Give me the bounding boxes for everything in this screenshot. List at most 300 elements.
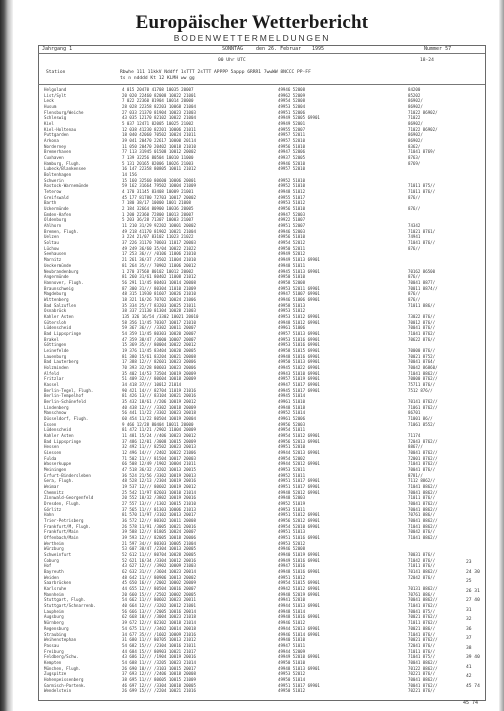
obs-group-1: 45 177 81780 72703 10017 20002 (122, 194, 196, 200)
obs-group-2: 49961 51010 (278, 398, 306, 404)
obs-group-3: 70041 8762// (408, 501, 438, 507)
obs-group-2: 49949 52005 69901 (278, 115, 320, 121)
obs-group-3: 70041 8764/ (408, 359, 436, 365)
obs-group-3: 75711 876// (408, 381, 436, 387)
station-name: Manschnow (44, 410, 67, 416)
obs-group-3: 71174 (408, 432, 421, 438)
obs-group-2: 49956 51010 (278, 143, 306, 149)
obs-group-2: 49946 51006 69901 (278, 296, 320, 302)
station-name: Chemnitz (44, 489, 64, 495)
obs-group-3: 70041 8877/ (408, 279, 436, 285)
obs-group-1: 62 668 18/// /3004 10023 21018 (122, 614, 196, 620)
obs-group-1: 15 160 32560 80600 10006 20001 (122, 177, 196, 183)
station-name: Schweinfurt (44, 552, 72, 558)
obs-group-3: 71041 8862// (408, 535, 438, 541)
obs-group-1: 37 486 12/01 /3008 10015 20009 (122, 438, 196, 444)
obs-group-2: 49947 52003 (278, 211, 306, 217)
obs-group-2: 49949 51013 69901 (278, 257, 320, 263)
obs-group-2: 49958 51015 69901 (278, 347, 320, 353)
obs-group-1: 90 421 14/// 82704 11019 21016 (122, 387, 196, 393)
station-name: Nürnberg (44, 620, 64, 626)
obs-group-2: 49951 51012 (278, 574, 306, 580)
obs-group-1: 20 660 15/// /2502 10002 20005 (122, 591, 196, 597)
obs-group-3: 70041 8762// (408, 682, 438, 688)
obs-group-1: 81 260 31/61 80402 11008 21012 (122, 274, 196, 280)
obs-group-2: 49940 51019 69901 (278, 552, 320, 558)
station-name: Bad Lippspringe (44, 330, 81, 336)
station-name: Saarbrücken (44, 580, 72, 586)
obs-group-2: 49953 51012 (278, 308, 306, 314)
obs-group-2: 49957 52010 (278, 138, 306, 144)
obs-group-1: 135 326 16/54 /3302 10021 20010 (122, 313, 199, 319)
station-name: Osnabrück (44, 308, 67, 314)
obs-group-3: 70041 876// (408, 467, 436, 473)
station-name: Uckermünde (44, 206, 69, 212)
station-name: Leinefelde (44, 347, 69, 353)
obs-group-3: 8763/ (408, 155, 421, 161)
obs-group-2: 49948 51013 69901 (278, 665, 320, 671)
obs-group-1: 54 688 11/// /3205 10023 21014 (122, 659, 196, 665)
station-name: Hannover, Flugh. (44, 279, 84, 285)
obs-group-1: 54 359 11/45 80303 10020 20007 (122, 330, 196, 336)
obs-group-3: 70122 8862// (408, 665, 438, 671)
obs-group-1: 70 393 32/28 80603 10023 20006 (122, 364, 196, 370)
obs-group-3: 70041 8862// (408, 506, 438, 512)
obs-group-3: 70021 8762// (408, 637, 438, 643)
obs-group-2: 49953 52012 (278, 540, 306, 546)
obs-group-3: 70041 8862// (408, 676, 438, 682)
obs-group-3: 70761 886// (408, 512, 436, 518)
obs-group-2: 49948 51016 69901 (278, 569, 320, 575)
obs-group-3: 70021 8762// (408, 614, 438, 620)
obs-group-3: 876// (408, 296, 421, 302)
station-name: Lubeck/Blankensee (44, 166, 86, 172)
obs-group-2: 49948 52012 69901 (278, 489, 320, 495)
obs-group-2: 49955 51017 (278, 194, 306, 200)
obs-group-1: 54 662 11/// 80602 10023 20011 (122, 597, 196, 603)
station-name: Teterow (44, 189, 62, 195)
station-name: Weihenstephan (44, 637, 77, 643)
obs-group-3: 72001 8762// (408, 455, 438, 461)
obs-group-2: 49947 52006 (278, 149, 306, 155)
column-header-1: Rbwhe 111 11kkV Nddff 1sTTT 2sTTT APPPP 5appp 6RRR1 7wwWW 8NCCC PP-FF (120, 70, 311, 75)
station-name: Helgoland (44, 87, 67, 92)
station-name: Laupheim (44, 608, 64, 614)
station-name: Marnitz (44, 257, 62, 263)
station-name: Ahlhorn (44, 223, 62, 229)
station-name: Hohenpeissenberg (44, 676, 84, 682)
obs-group-2: 49958 52008 (278, 279, 306, 285)
obs-group-1: 58 356 11/45 70307 10017 21010 (122, 319, 196, 325)
obs-group-2: 49944 52012 69901 (278, 461, 320, 467)
station-name: Berlin-Tempelhof (44, 393, 84, 399)
obs-group-2: 49954 52010 69901 (278, 523, 320, 529)
obs-group-3: 86902/ (408, 104, 423, 110)
obs-group-2: 49950 51010 (278, 659, 306, 665)
station-name: Göttingen (44, 342, 67, 348)
obs-group-2: 49956 51010 (278, 234, 306, 240)
station-name: Passau (44, 642, 59, 648)
page-number: 45 74 (462, 700, 478, 706)
obs-group-1: 39 672 12/// 82302 10018 21014 (122, 620, 196, 626)
station-name: München, Flugh. (44, 665, 81, 671)
station-name: Bayreuth (44, 569, 64, 575)
obs-group-1: 21 261 36/37 /3502 11004 21010 (122, 257, 196, 263)
obs-group-1: 17 388 12/// 82601 10023 20006 (122, 359, 196, 365)
obs-group-1: 40 664 12/// /3202 10012 21001 (122, 603, 196, 609)
station-name: Straubing (44, 631, 67, 637)
obs-group-1: 49 218 41170 81902 10021 21004 (122, 228, 196, 234)
obs-group-1: 35 402 14/53 73504 10019 20009 (122, 370, 196, 376)
obs-group-1: 11 210 31/29 92202 10001 20002 (122, 223, 196, 229)
station-name: Bad Salzuflen (44, 302, 77, 308)
obs-group-3: 71021 8761/ (408, 228, 436, 234)
obs-group-2: 49946 51012 (278, 620, 306, 626)
obs-group-3: 73022 876// (408, 313, 436, 319)
obs-group-1: 81 264 35/// 70902 11006 20012 (122, 262, 196, 268)
station-name: Fulda (44, 455, 57, 461)
obs-group-2: 49952 51014 (278, 410, 306, 416)
obs-group-3: 70021 886// (408, 625, 436, 631)
station-name: Hof (44, 563, 52, 569)
obs-group-2: 49952 51010 (278, 177, 306, 183)
obs-group-1: 51 409 32/// 80604 10018 20009 (122, 376, 196, 382)
obs-group-2: 49953 52004 (278, 104, 306, 110)
station-name: Zinnwald-Georgenfeld (44, 495, 94, 501)
obs-group-3: 71041 875// (408, 654, 436, 660)
margin-number: 24 30 (466, 569, 480, 575)
obs-group-3: 876// (408, 245, 421, 251)
obs-group-2: 49947 51016 (278, 563, 306, 569)
station-name: Alfeld (44, 370, 59, 376)
obs-group-1: 18 040 42060 70502 10024 21011 (122, 132, 196, 138)
obs-group-2: 49943 51010 69901 (278, 370, 320, 376)
obs-group-1: 28 028 22358 82203 10068 21004 (122, 104, 196, 110)
jahrgang: Jahrgang 1 (42, 46, 73, 52)
obs-group-1: 49 249 36/60 35/04 10022 21022 (122, 245, 196, 251)
obs-group-2: 49951 52006 (278, 109, 306, 115)
station-name: Wittenberg (44, 296, 69, 302)
station-name: Wertheim (44, 540, 64, 546)
obs-group-3: 74342 (408, 223, 421, 229)
station-name: Giessen (44, 450, 62, 455)
obs-group-3: 84200 (408, 87, 421, 92)
obs-group-1: 3 224 21/07 83102 11023 21022 (122, 234, 194, 240)
station-name: Ueckermünde (44, 262, 72, 268)
obs-group-1: 48 528 12/13 /2304 10019 20016 (122, 478, 196, 484)
obs-group-2: 49951 51017 69901 (278, 484, 320, 490)
station-name: Erfurt-Bindersleben (44, 472, 91, 478)
obs-group-1: 52 612 11/// 80704 10028 20005 (122, 552, 196, 558)
obs-group-2: 49951 51013 (278, 529, 306, 535)
page-title: Europäischer Wetterbericht (135, 12, 369, 33)
obs-group-1: 27 033 21370 81904 10023 21003 (122, 109, 196, 115)
obs-group-1: 81 380 15/61 83204 10021 20008 (122, 353, 196, 359)
obs-group-3: 71001 86// (408, 415, 433, 421)
obs-group-2: 49937 52005 (278, 155, 306, 161)
obs-group-1: 26 578 11/91 /3005 10021 20016 (122, 523, 196, 529)
obs-group-2: 49953 51012 (278, 200, 306, 206)
station-name: Freiburg (44, 648, 64, 654)
obs-group-3: 71041 876// (408, 240, 436, 246)
obs-group-2: 49947 51017 69901 (278, 381, 320, 387)
obs-group-3: 70141 8862// (408, 569, 438, 575)
obs-group-3: 71041 8862// (408, 370, 438, 376)
obs-group-3: 71061 8552/ (408, 421, 436, 427)
obs-group-2: 49948 51018 (278, 404, 306, 410)
station-name: Angermünde (44, 274, 69, 280)
obs-group-2: 49953 52011 69901 (278, 285, 320, 291)
obs-group-2: 49953 51012 69901 (278, 313, 320, 319)
obs-group-1: 54 675 11/// /3402 10014 20018 (122, 625, 196, 631)
station-name: Feldberg/Schw. (44, 654, 79, 660)
scan-edge-left (0, 0, 13, 711)
station-name: Hahn (44, 512, 54, 518)
obs-group-3: 70031 876// (408, 552, 436, 558)
station-name: Berlin-Schönefeld (44, 398, 86, 404)
obs-group-1: 48 315 11930 81607 10026 21010 (122, 291, 196, 297)
station-name: Flensburg/Weiche (44, 109, 84, 115)
obs-group-1: 17 253 36/// /0106 11006 21010 (122, 251, 196, 257)
station-name: Kassel (44, 381, 59, 387)
time-line: 00 Uhr UTC (218, 58, 246, 63)
station-name: Düsseldorf, Flugh. (44, 415, 89, 421)
station-name: Neubrandenburg (44, 268, 79, 274)
obs-group-1: 37 226 31170 70603 11017 20003 (122, 240, 196, 246)
margin-number: 25 (466, 579, 472, 584)
issue-number: Nummer 57 (424, 46, 452, 52)
station-name: Weiden (44, 574, 59, 580)
station-name: Uelzen (44, 234, 59, 240)
obs-group-1: 19 537 12/// 80602 10019 20012 (122, 484, 196, 490)
observation-table (44, 87, 480, 694)
obs-group-2: 49957 51019 69901 (278, 376, 320, 382)
station-name: Lüdenscheid (44, 325, 72, 331)
obs-group-2: 49951 51017 69901 (278, 478, 320, 484)
obs-group-2: 49940 51010 (278, 637, 306, 643)
obs-group-3: 86902/ (408, 138, 423, 144)
obs-group-3: 8781// (408, 472, 423, 478)
station-name: Kempten (44, 659, 62, 665)
obs-group-3: 876// (408, 291, 421, 297)
station-name: Fritzlar (44, 376, 64, 382)
station-name: Kiel (44, 121, 54, 127)
obs-group-2: 49948 52019 69901 (278, 591, 320, 597)
station-name: Brakel (44, 336, 59, 342)
station-name: Lüdenscheid (44, 427, 72, 433)
obs-group-1: 35 334 25//7 83203 10025 21011 (122, 302, 196, 308)
obs-group-3: 70622 876// (408, 336, 436, 342)
obs-group-2: 49946 52008 (278, 87, 306, 92)
station-name: Seehausen (44, 251, 67, 257)
station-column-label: Station (46, 70, 66, 75)
station-name: Dresden, Flugh. (44, 501, 81, 507)
obs-group-3: 70041 8762// (408, 450, 438, 455)
obs-group-3: 71011 8762// (408, 620, 438, 626)
obs-group-1: 52 621 16/34 /3304 10012 20016 (122, 557, 196, 563)
obs-group-3: 70131 8862// (408, 586, 438, 592)
station-name: Gütersloh (44, 319, 67, 325)
obs-group-2: 49953 51016 69901 (278, 336, 320, 342)
obs-group-3: 86701 (408, 410, 421, 416)
obs-group-2: 49950 52011 (278, 245, 306, 251)
obs-group-1: 66 508 12/49 /1902 10004 21011 (122, 461, 196, 467)
obs-group-1: 26 690 18/// /3103 10015 20017 (122, 665, 196, 671)
obs-group-2: 49954 52008 (278, 98, 306, 104)
obs-group-1: 32 492 11/// 82502 10023 20013 (122, 444, 196, 450)
station-name: Mannheim (44, 591, 64, 597)
page-subtitle: BODENWETTERMELDUNGEN (173, 33, 331, 43)
obs-group-3: 71011 875// (408, 183, 436, 189)
margin-number: 31 (466, 607, 472, 613)
obs-group-1: 87 300 31/// 80304 11010 21009 (122, 285, 196, 291)
report-year: 1995 (312, 46, 325, 52)
obs-group-3: 70041 876// (408, 325, 436, 331)
station-name: Magdeburg (44, 291, 67, 297)
obs-group-2: 49961 51006 (278, 325, 306, 331)
station-name: Schwerin (44, 177, 64, 183)
obs-group-2: 49951 52007 (278, 223, 306, 229)
obs-group-1: 14 156 (122, 172, 137, 178)
obs-group-1: 47 518 36/32 /3202 10013 20015 (122, 467, 196, 473)
obs-group-3: 71061 8762// (408, 404, 438, 410)
obs-group-1: 77 113 31945 01508 10012 20002 (122, 149, 196, 155)
obs-group-1: 39 588 12/// 81805 10024 20007 (122, 529, 196, 535)
obs-group-1: 56 441 11/22 /3302 10023 20018 (122, 410, 196, 416)
obs-group-3: 70221 876// (408, 688, 436, 694)
station-name: Trier-Petrisberg (44, 518, 84, 524)
obs-group-2: 49954 51012 69901 (278, 432, 320, 438)
obs-group-3: 70041 8862// (408, 489, 438, 495)
weekday: SONNTAG (222, 46, 244, 52)
station-name: Regensburg (44, 625, 69, 631)
obs-group-2: 49954 52002 (278, 455, 306, 461)
obs-group-3: 71011 876// (408, 648, 436, 654)
obs-group-3: 70042 876// (408, 529, 436, 535)
obs-group-3: 86902/ (408, 121, 423, 127)
obs-group-3: 7112 8862// (408, 478, 436, 484)
obs-group-3: 70141 8762// (408, 398, 438, 404)
station-name: Gera, Flugh. (44, 478, 74, 484)
obs-group-1: 71 502 11/// 81504 10017 20003 (122, 455, 196, 461)
margin-number: 41 (466, 664, 472, 670)
obs-group-1: 21 597 34/// 80303 10005 21004 (122, 540, 196, 546)
column-header-2: ts n ndddd Kt 12 KLMH ww gg (120, 76, 195, 81)
obs-group-3: 85202 (408, 92, 421, 98)
obs-group-2: 49957 51013 69901 (278, 330, 320, 336)
obs-group-1: 11 050 20470 20402 10018 21010 (122, 143, 196, 149)
obs-group-2: 49955 52007 (278, 126, 306, 132)
station-name: Stuttgart, Flugh. (44, 597, 86, 603)
station-name: Bremen, Flugh. (44, 228, 79, 234)
obs-group-1: 46 697 12/// /3304 10010 20005 (122, 682, 196, 688)
obs-group-2: 49952 51010 (278, 183, 306, 189)
obs-group-1: 81 472 11/21 /2902 11004 20009 (122, 427, 196, 433)
obs-group-1: 54 682 15/// /2304 10016 21011 (122, 642, 196, 648)
header-rule-bottom (38, 84, 485, 85)
obs-group-1: 25 542 11/97 82603 10010 21014 (122, 489, 196, 495)
obs-group-3: 70162 86500 (408, 268, 436, 274)
obs-group-2: 49950 51014 (278, 676, 306, 682)
obs-group-3: 71042 876// (408, 557, 436, 563)
station-name: Oldenburg (44, 217, 67, 223)
obs-group-2: 49949 51016 69901 (278, 557, 320, 563)
obs-group-2: 49953 51011 (278, 506, 306, 512)
station-name: Emden-Hafen (44, 211, 72, 217)
obs-group-1: 7 180 38/17 10000 1001 21008 (122, 200, 192, 206)
station-name: Essen (44, 421, 57, 427)
obs-group-2: 49951 51017 69901 (278, 682, 320, 688)
obs-group-3: 70041 8862// (408, 659, 438, 665)
obs-group-3: 876// (408, 194, 421, 200)
obs-group-3: 72042 876// (408, 574, 436, 580)
obs-group-3: 70021 8752/ (408, 353, 436, 359)
obs-group-1: 45 650 16/// /2002 10002 20009 (122, 580, 196, 586)
obs-group-1: 26 699 15/// /2204 10021 21016 (122, 688, 196, 694)
obs-group-1: 43 035 12170 82102 10022 21004 (122, 115, 196, 121)
obs-group-1: 20 020 22460 82008 10022 21001 (122, 92, 196, 98)
station-name: Karlsruhe (44, 586, 67, 592)
margin-number: 27 40 (466, 598, 480, 603)
station-name: Zugspitze (44, 671, 67, 677)
obs-group-1: 40 438 12/// /3302 10018 20009 (122, 404, 196, 410)
obs-group-3: 70761 886// (408, 591, 436, 597)
margin-number: 45 74 (466, 683, 480, 689)
station-name: Würzburg (44, 546, 64, 552)
obs-group-2: 49944 52013 69901 (278, 450, 320, 455)
obs-group-1: 43 686 12/// /1904 10019 20016 (122, 654, 196, 660)
obs-group-1: 81 426 13/// 83104 10021 20016 (122, 393, 196, 399)
obs-group-3: 71041 8762/ (408, 330, 436, 336)
obs-group-1: 59 162 31664 79502 10004 21009 (122, 183, 196, 189)
obs-group-2: 49956 51010 (278, 206, 306, 212)
obs-group-1: 18 321 16/26 70702 10024 21006 (122, 296, 196, 302)
obs-group-3: 8867// (408, 444, 423, 450)
obs-group-3: 876// (408, 206, 421, 212)
station-name: Bad Lauterberg (44, 359, 79, 365)
station-name: Leck (44, 98, 54, 104)
obs-group-2: 49945 51014 (278, 393, 306, 399)
obs-group-3: 71041 8862// (408, 523, 438, 529)
obs-group-3: 8769/ (408, 160, 421, 166)
obs-group-2: 49947 51007 69901 (278, 291, 320, 297)
obs-group-2: 49948 51016 69901 (278, 614, 320, 620)
obs-group-2: 49944 51013 69901 (278, 603, 320, 609)
table-row (44, 688, 480, 694)
station-name: Kiel-Holtenau (44, 126, 77, 132)
obs-group-3: 71011 876// (408, 563, 436, 569)
obs-group-2: 49954 51015 69901 (278, 580, 320, 586)
scan-edge-right (499, 0, 504, 711)
obs-group-2: 49951 51012 69901 (278, 512, 320, 518)
obs-group-2: 49956 52013 69901 (278, 438, 320, 444)
obs-group-1: 34 418 37/// 10012 21014 (122, 381, 182, 387)
obs-group-1: 62 632 31/// /3604 10023 20014 (122, 569, 196, 575)
obs-group-1: 53 607 38/47 /2304 10013 20005 (122, 546, 196, 552)
obs-group-2: 49946 52003 (278, 228, 306, 234)
obs-group-2: 49944 52009 (278, 648, 306, 654)
obs-group-2: 49956 52012 69901 (278, 518, 320, 524)
obs-group-3: 70000 876// (408, 347, 436, 353)
obs-group-2: 49958 51013 (278, 302, 306, 308)
obs-group-3: 71041 8762// (408, 603, 438, 609)
station-name: Lüchow (44, 245, 59, 251)
obs-group-3: 86902/ (408, 98, 423, 104)
obs-group-2: 49953 51016 69901 (278, 342, 320, 348)
obs-group-2: 49961 52006 (278, 415, 306, 421)
obs-group-1: 16 147 22358 80805 10011 21012 (122, 166, 196, 172)
obs-group-2: 49948 51014 (278, 608, 306, 614)
